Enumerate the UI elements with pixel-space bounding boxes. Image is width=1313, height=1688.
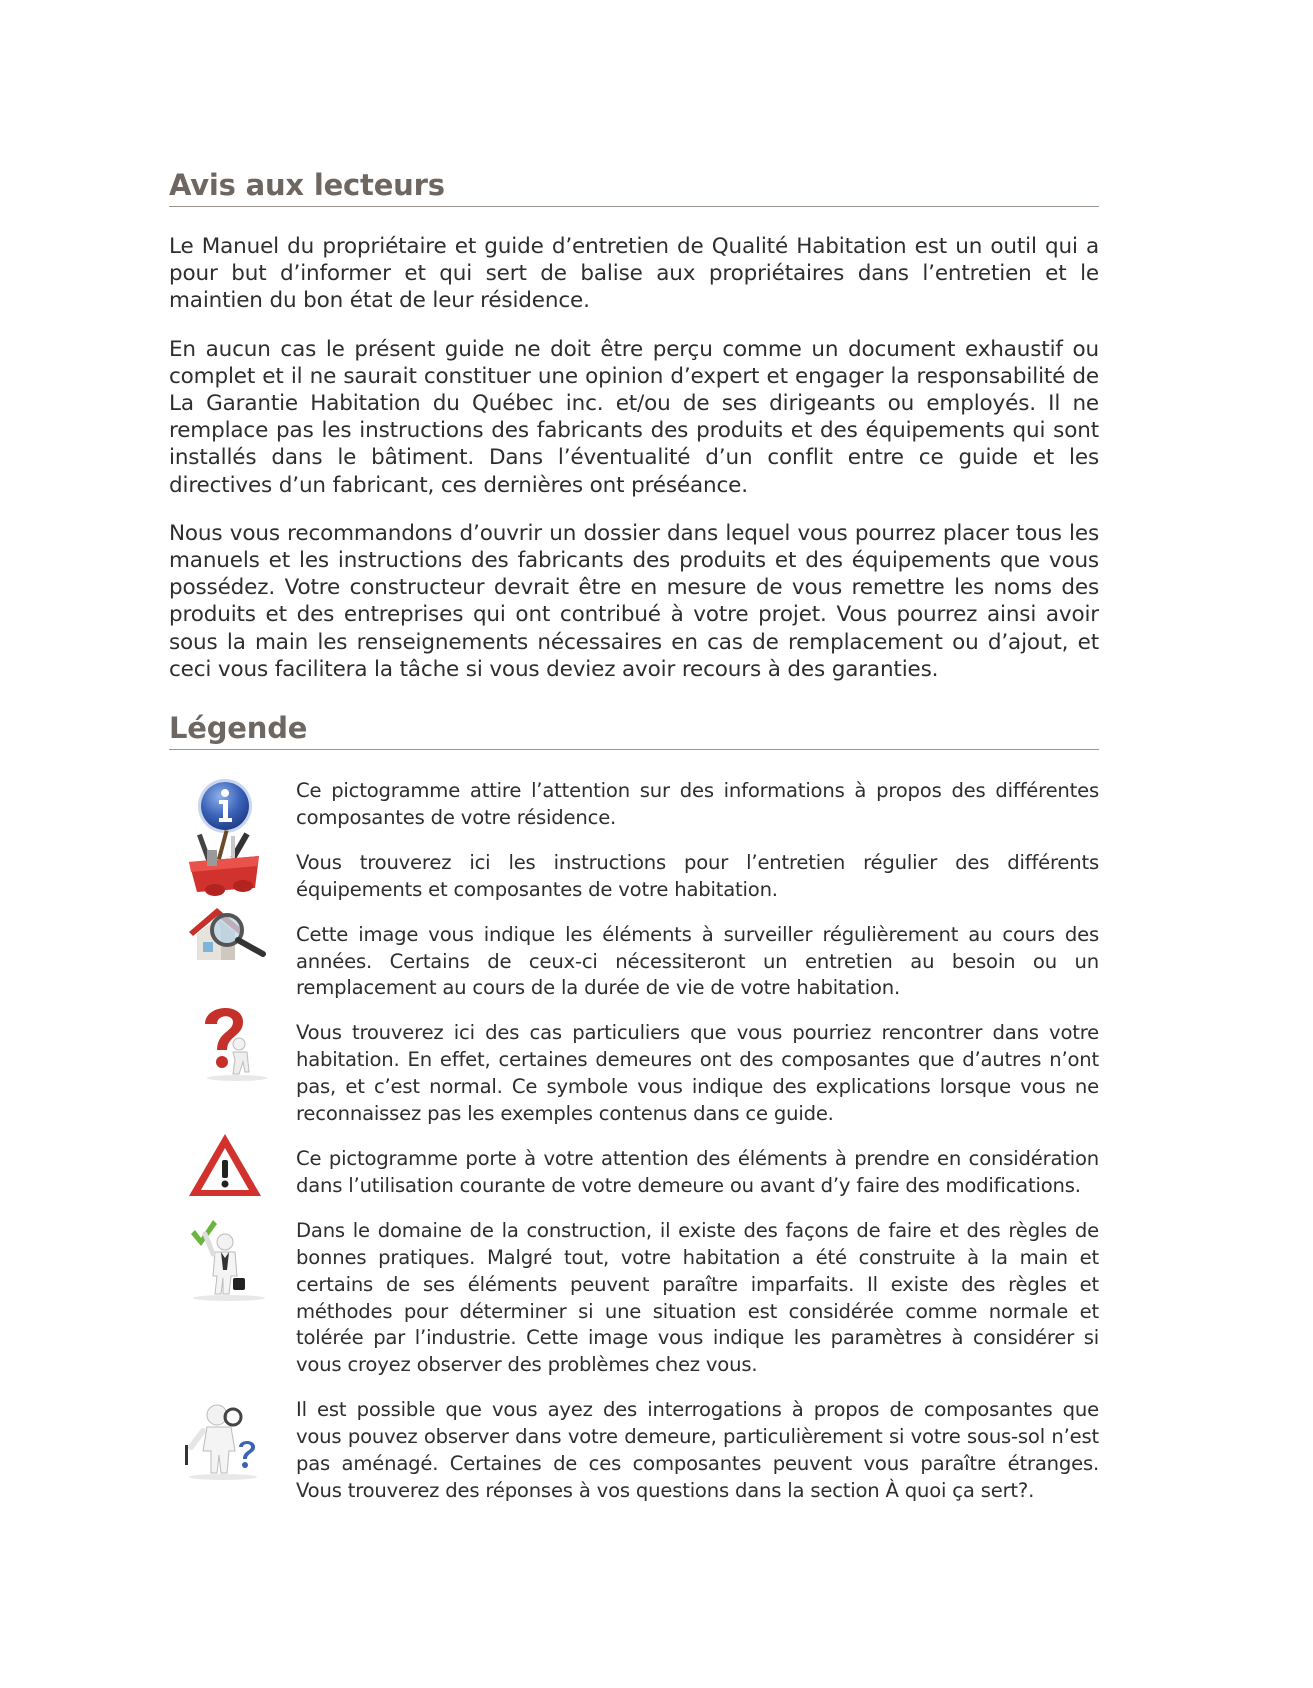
legend-text: Ce pictogramme porte à votre attention des éléments à prendre en considération dans l’utilisation courante de votre demeure ou avant d’y faire des modifications. bbox=[296, 1147, 1099, 1197]
legend-text: Vous trouverez ici des cas particuliers que vous pourriez rencontrer dans votre habitation. En effet, certaines demeures ont des composantes que d’autres n’ont pas, et c’est normal. Ce symbole vous indique des explications lorsque vous ne reconnaissez pas les exemples contenus dans ce guide. bbox=[296, 1021, 1099, 1126]
legend-item-checkmark bbox=[169, 1218, 1099, 1379]
legend-list bbox=[169, 778, 1099, 1505]
inspector-figure-icon bbox=[177, 1391, 273, 1481]
notice-paragraph: En aucun cas le présent guide ne doit être perçu comme un document exhaustif ou complet et il ne saurait constituer une opinion d’expert et engager la responsabilité de La Garantie Habitation du Québec inc. et/ou de ses dirigeants ou employés. Il ne remplace pas les instructions des fabricants des produits et des équipements qui sont installés dans le bâtiment. Dans l’éventualité d’un conflit entre ce guide et les directives d’un fabricant, ces dernières ont préséance. bbox=[169, 336, 1099, 498]
legend-item-toolbox bbox=[169, 850, 1099, 904]
legend-item-house bbox=[169, 922, 1099, 1003]
legend-text: Ce pictogramme attire l’attention sur des informations à propos des différentes composantes de votre résidence. bbox=[296, 779, 1099, 829]
question-mark-figure-icon bbox=[177, 994, 273, 1084]
legend-text: Cette image vous indique les éléments à surveiller régulièrement au cours des années. Certains de ceux-ci nécessiteront un entretien au besoin ou un remplacement au cours de la durée de vie de votre habitation. bbox=[296, 922, 1099, 1000]
notice-title: Avis aux lecteurs bbox=[169, 168, 1099, 207]
legend-title: Légende bbox=[169, 711, 1099, 750]
notice-paragraph: Nous vous recommandons d’ouvrir un dossier dans lequel vous pourrez placer tous les manuels et les instructions des fabricants des produits et des équipements que vous possédez. Votre constructeur devrait être en mesure de vous remettre les noms des produits et des entreprises qui ont contribué à votre projet. Vous pourrez ainsi avoir sous la main les renseignements nécessaires en cas de remplacement ou d’ajout, et ceci vous facilitera la tâche si vous deviez avoir recours à des garanties. bbox=[169, 520, 1099, 682]
notice-body bbox=[169, 233, 1099, 683]
legend-item-inspector bbox=[169, 1397, 1099, 1505]
page bbox=[169, 168, 1099, 1523]
warning-triangle-icon bbox=[177, 1128, 273, 1208]
checkmark-figure-icon bbox=[177, 1212, 273, 1302]
legend-item-info bbox=[169, 778, 1099, 832]
legend-item-warning bbox=[169, 1146, 1099, 1200]
legend-text: Vous trouverez ici les instructions pour l’entretien régulier des différents équipements et composantes de votre habitation. bbox=[296, 850, 1099, 901]
legend-item-question bbox=[169, 1020, 1099, 1128]
legend-text: Il est possible que vous ayez des interrogations à propos de composantes que vous pouvez observer dans votre demeure, particulièrement si votre sous-sol n’est pas aménagé. Certaines de ces composantes peuvent vous paraître étranges. Vous trouverez des réponses à vos questions dans la section À quoi ça sert?. bbox=[296, 1398, 1099, 1502]
notice-paragraph: Le Manuel du propriétaire et guide d’entretien de Qualité Habitation est un outil qui a pour but d’informer et qui sert de balise aux propriétaires dans l’entretien et le maintien du bon état de leur résidence. bbox=[169, 234, 1099, 314]
legend-text: Dans le domaine de la construction, il existe des façons de faire et des règles de bonnes pratiques. Malgré tout, votre habitation a été construite à la main et certains de ses éléments peuvent paraître imparfaits. Il existe des règles et méthodes pour déterminer si une situation est considérée comme normale et tolérée par l’industrie. Cette image vous indique les paramètres à considérer si vous croyez observer des problèmes chez vous. bbox=[296, 1218, 1099, 1377]
house-magnifier-icon bbox=[177, 894, 273, 974]
